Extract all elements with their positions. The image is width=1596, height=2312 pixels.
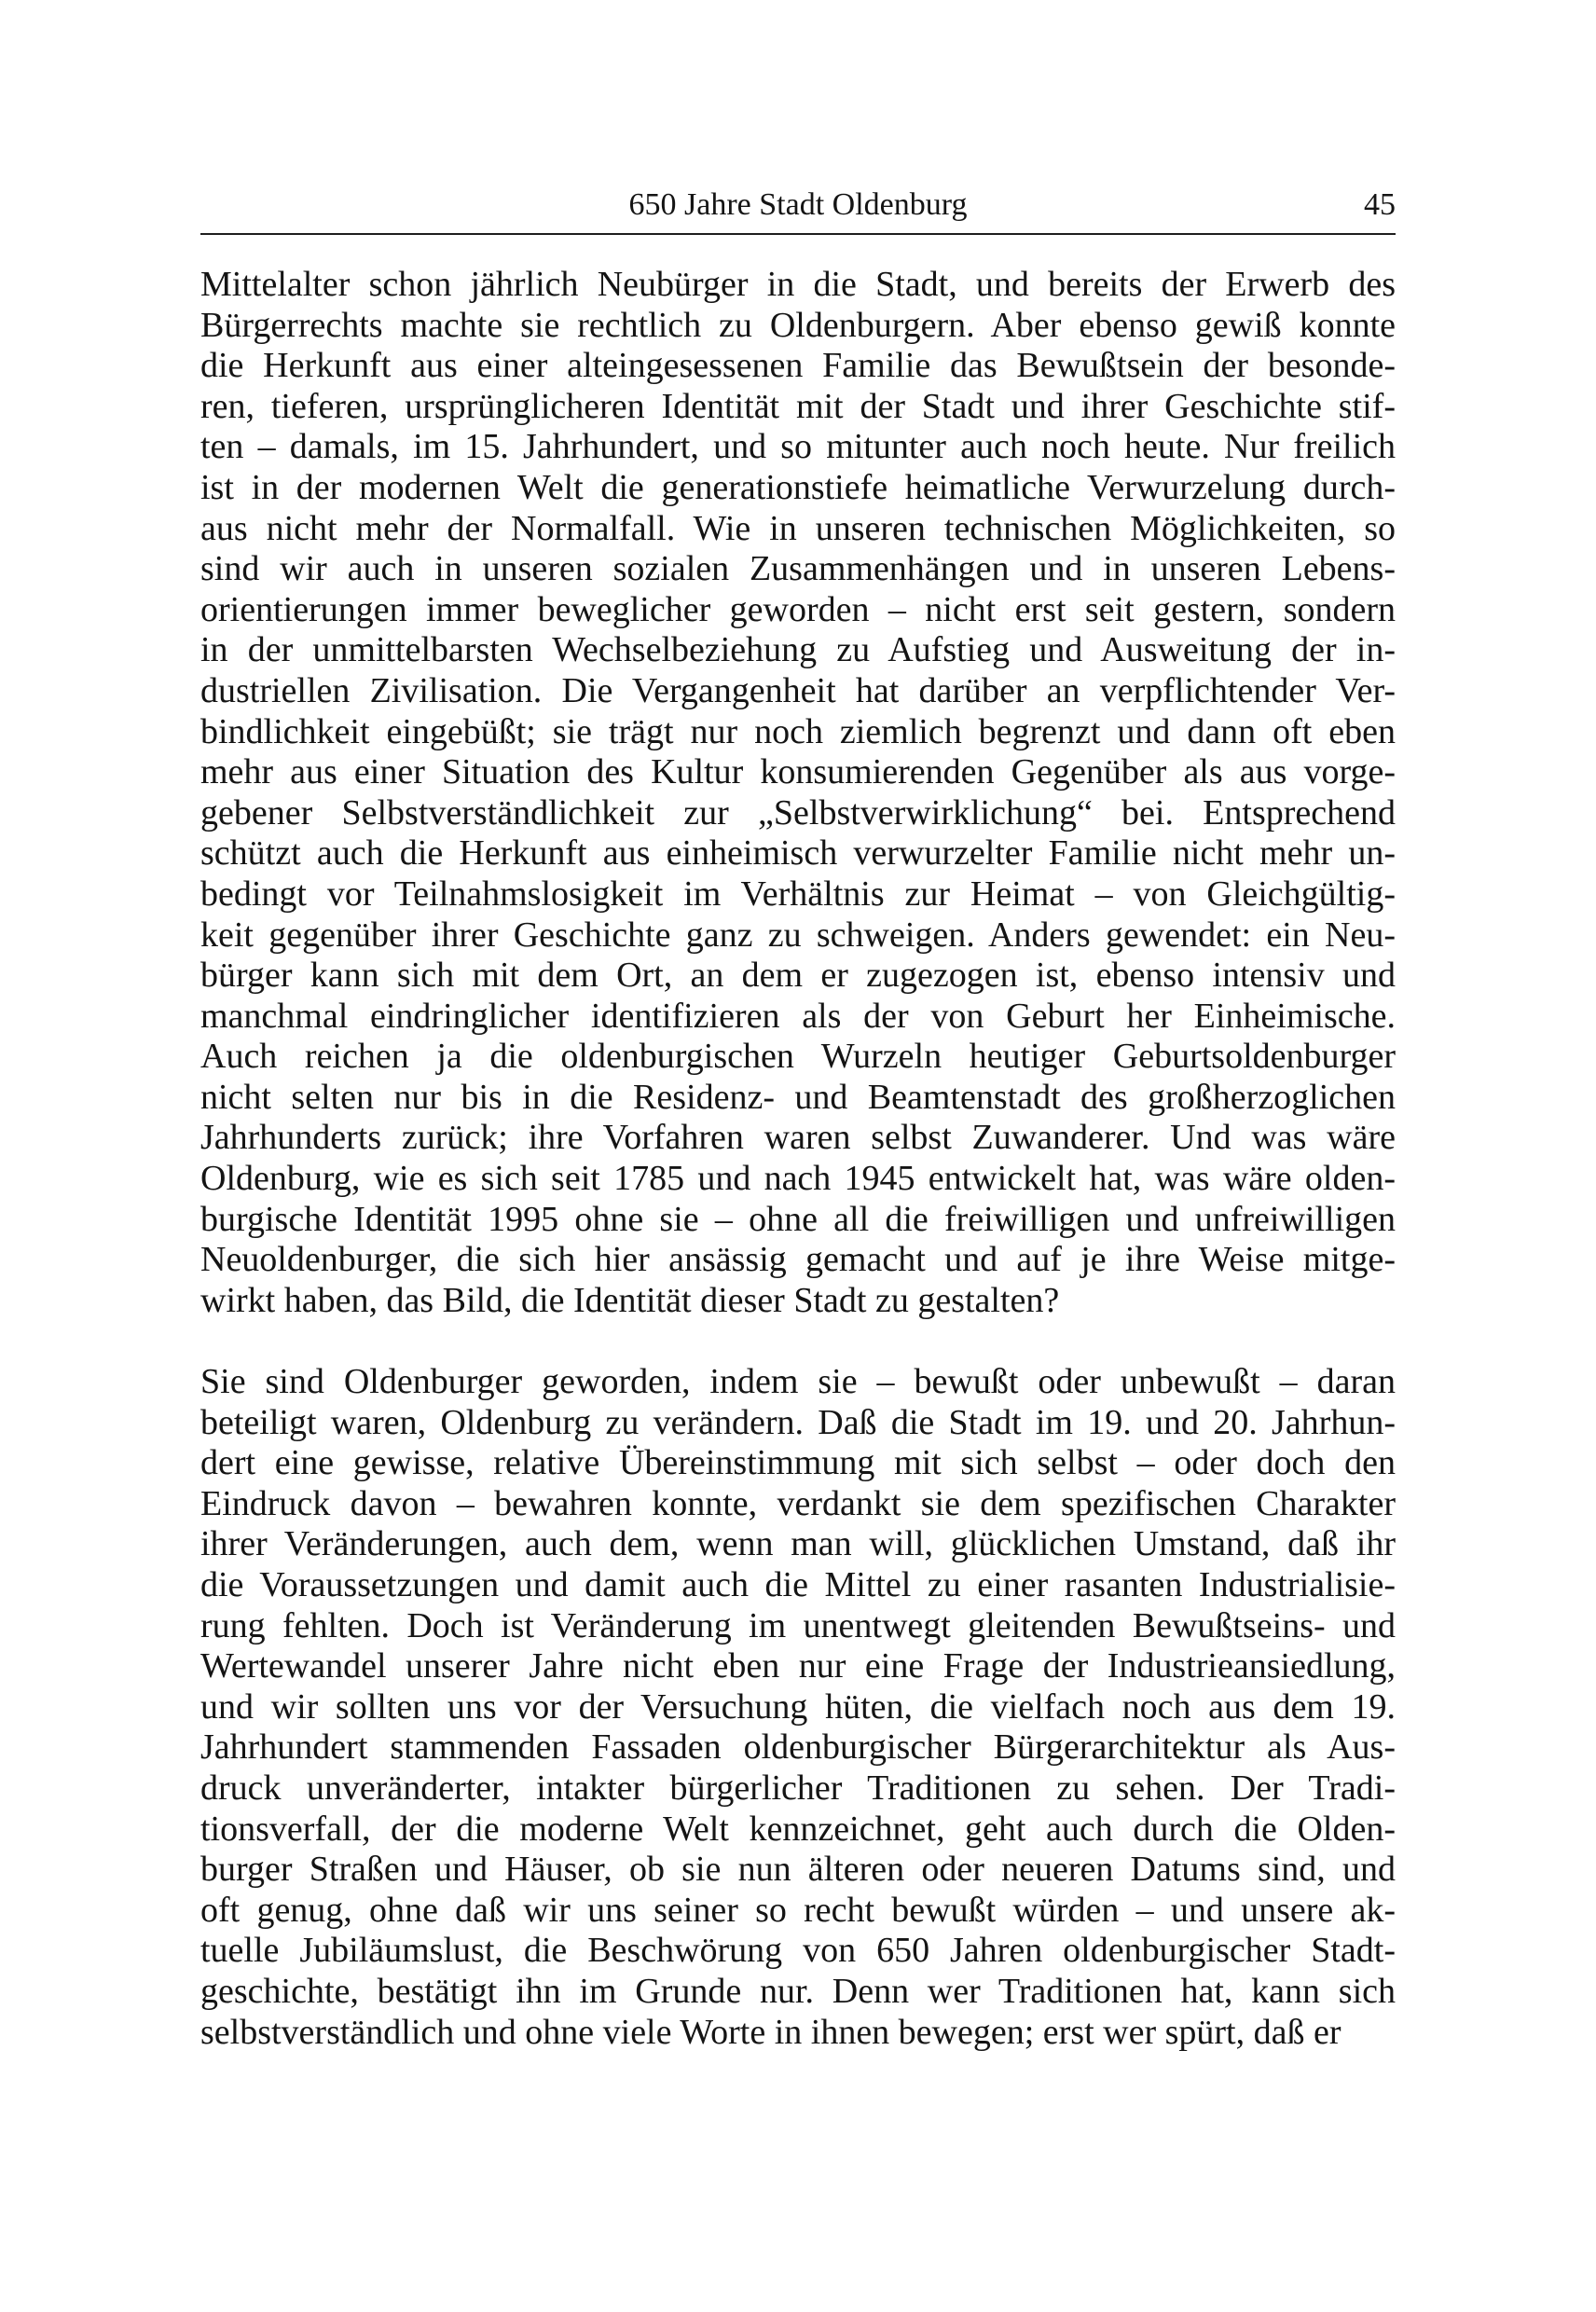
text-line: Wertewandel unserer Jahre nicht eben nur eine Frage der Industrieansiedlung, <box>200 1646 1396 1686</box>
text-line: Sie sind Oldenburger geworden, indem sie – bewußt oder unbewußt – daran <box>200 1362 1396 1402</box>
text-line: Jahrhunderts zurück; ihre Vorfahren waren selbst Zuwanderer. Und was wäre <box>200 1118 1396 1158</box>
text-line: dert eine gewisse, relative Übereinstimmung mit sich selbst – oder doch den <box>200 1443 1396 1483</box>
text-line: ihrer Veränderungen, auch dem, wenn man will, glücklichen Umstand, daß ihr <box>200 1524 1396 1564</box>
text-line: selbstverständlich und ohne viele Worte in ihnen bewegen; erst wer spürt, daß er <box>200 2012 1341 2052</box>
text-line: ist in der modernen Welt die generationstiefe heimatliche Verwurzelung durch- <box>200 467 1396 507</box>
text-line: bedingt vor Teilnahmslosigkeit im Verhältnis zur Heimat – von Gleichgültig- <box>200 874 1396 914</box>
text-line: die Voraussetzungen und damit auch die Mittel zu einer rasanten Industrialisie- <box>200 1565 1396 1604</box>
paragraph-gap <box>200 1321 1396 1362</box>
text-line: dustriellen Zivilisation. Die Vergangenheit hat darüber an verpflichtender Ver- <box>200 670 1396 710</box>
text-line: Neuoldenburger, die sich hier ansässig gemacht und auf je ihre Weise mitge- <box>200 1240 1396 1280</box>
text-line: Oldenburg, wie es sich seit 1785 und nach 1945 entwickelt hat, was wäre olden- <box>200 1159 1396 1199</box>
text-line: manchmal eindringlicher identifizieren als der von Geburt her Einheimische. <box>200 996 1396 1036</box>
running-title: 650 Jahre Stadt Oldenburg <box>628 187 968 222</box>
text-line: Auch reichen ja die oldenburgischen Wurzeln heutiger Geburtsoldenburger <box>200 1037 1396 1077</box>
text-line: Mittelalter schon jährlich Neubürger in die Stadt, und bereits der Erwerb des <box>200 265 1396 304</box>
text-line: wirkt haben, das Bild, die Identität dieser Stadt zu gestalten? <box>200 1280 1060 1320</box>
text-line: aus nicht mehr der Normalfall. Wie in unseren technischen Möglichkeiten, so <box>200 508 1396 548</box>
text-line: Eindruck davon – bewahren konnte, verdankt sie dem spezifischen Charakter <box>200 1483 1396 1523</box>
text-line: sind wir auch in unseren sozialen Zusammenhängen und in unseren Lebens- <box>200 549 1396 589</box>
text-line: ren, tieferen, ursprünglicheren Identität mit der Stadt und ihrer Geschichte stif- <box>200 386 1396 426</box>
text-line: burger Straßen und Häuser, ob sie nun älteren oder neueren Datums sind, und <box>200 1850 1396 1890</box>
text-line: tuelle Jubiläumslust, die Beschwörung von 650 Jahren oldenburgischer Stadt- <box>200 1931 1396 1971</box>
text-line: mehr aus einer Situation des Kultur konsumierenden Gegenüber als aus vorge- <box>200 752 1396 792</box>
body-text <box>200 265 1396 2053</box>
text-line: schützt auch die Herkunft aus einheimisch verwurzelter Familie nicht mehr un- <box>200 833 1396 874</box>
text-line: Bürgerrechts machte sie rechtlich zu Oldenburgern. Aber ebenso gewiß konnte <box>200 305 1396 345</box>
text-line: gebener Selbstverständlichkeit zur „Selbstverwirklichung“ bei. Entsprechend <box>200 792 1396 833</box>
page-number: 45 <box>1364 187 1396 222</box>
text-line: geschichte, bestätigt ihn im Grunde nur. Denn wer Traditionen hat, kann sich <box>200 1971 1396 2011</box>
text-line: beteiligt waren, Oldenburg zu verändern. Daß die Stadt im 19. und 20. Jahrhun- <box>200 1402 1396 1442</box>
text-line: und wir sollten uns vor der Versuchung hüten, die vielfach noch aus dem 19. <box>200 1686 1396 1727</box>
text-line: bürger kann sich mit dem Ort, an dem er zugezogen ist, ebenso intensiv und <box>200 956 1396 996</box>
text-line: orientierungen immer beweglicher geworden – nicht erst seit gestern, sondern <box>200 589 1396 629</box>
paragraph <box>200 1362 1396 2053</box>
text-line: in der unmittelbarsten Wechselbeziehung zu Aufstieg und Ausweitung der in- <box>200 630 1396 670</box>
text-line: tionsverfall, der die moderne Welt kennzeichnet, geht auch durch die Olden- <box>200 1809 1396 1849</box>
header-rule <box>200 233 1396 235</box>
text-line: keit gegenüber ihrer Geschichte ganz zu schweigen. Anders gewendet: ein Neu- <box>200 915 1396 955</box>
text-line: rung fehlten. Doch ist Veränderung im unentwegt gleitenden Bewußtseins- und <box>200 1605 1396 1645</box>
text-line: Jahrhundert stammenden Fassaden oldenburgischer Bürgerarchitektur als Aus- <box>200 1727 1396 1768</box>
text-line: burgische Identität 1995 ohne sie – ohne all die freiwilligen und unfreiwilligen <box>200 1199 1396 1239</box>
running-head <box>200 183 1396 227</box>
text-line: bindlichkeit eingebüßt; sie trägt nur noch ziemlich begrenzt und dann oft eben <box>200 711 1396 751</box>
text-line: oft genug, ohne daß wir uns seiner so recht bewußt würden – und unsere ak- <box>200 1890 1396 1930</box>
text-line: nicht selten nur bis in die Residenz- und Beamtenstadt des großherzoglichen <box>200 1077 1396 1117</box>
text-line: druck unveränderter, intakter bürgerlicher Traditionen zu sehen. Der Tradi- <box>200 1768 1396 1808</box>
text-line: ten – damals, im 15. Jahrhundert, und so mitunter auch noch heute. Nur freilich <box>200 427 1396 467</box>
text-line: die Herkunft aus einer alteingesessenen Familie das Bewußtsein der besonde- <box>200 346 1396 386</box>
paragraph <box>200 265 1396 1321</box>
